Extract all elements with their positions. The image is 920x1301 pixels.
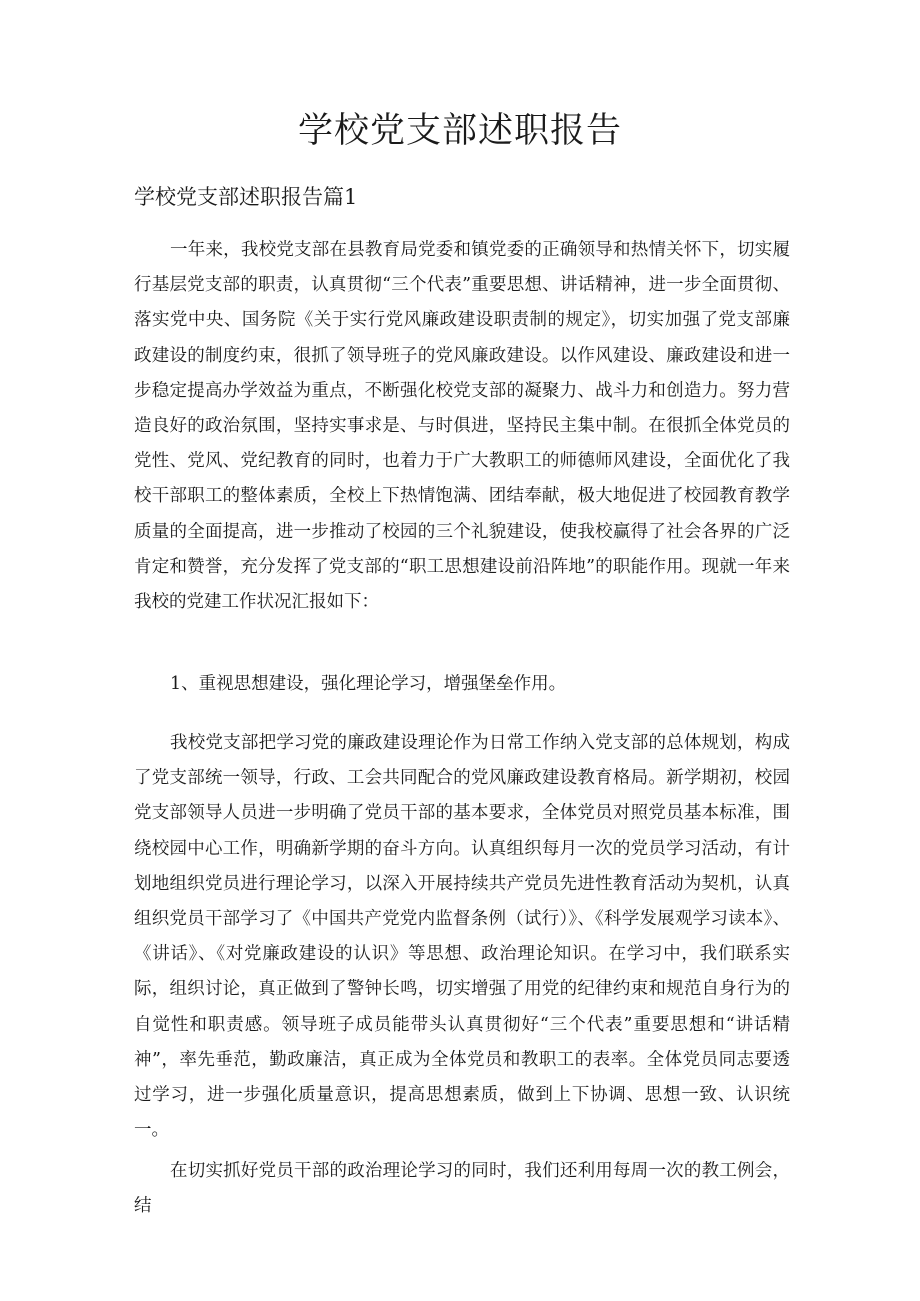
- section-heading: 学校党支部述职报告篇1: [134, 185, 358, 209]
- paragraph-study: 我校党支部把学习党的廉政建设理论作为日常工作纳入党支部的总体规划，构成了党支部统一领导，行政、工会共同配合的党风廉政建设教育格局。新学期初，校园党支部领导人员进一步明确了党员干部的基本要求，全体党员对照党员基本标准，围绕校园中心工作，明确新学期的奋斗方向。认真组织每月一次的党员学习活动，有计划地组织党员进行理论学习，以深入开展持续共产党员先进性教育活动为契机，认真组织党员干部学习了《中国共产党党内监督条例（试行）》、《科学发展观学习读本》、《讲话》、《对党廉政建设的认识》等思想、政治理论知识。在学习中，我们联系实际，组织讨论，真正做到了警钟长鸣，切实增强了用党的纪律约束和规范自身行为的自觉性和职责感。领导班子成员能带头认真贯彻好“三个代表”重要思想和“讲话精神”，率先垂范，勤政廉洁，真正成为全体党员和教职工的表率。全体党员同志要透过学习，进一步强化质量意识，提高思想素质，做到上下协调、思想一致、认识统一。: [134, 733, 790, 1141]
- document-title: 学校党支部述职报告: [297, 111, 622, 151]
- paragraph-continued: 在切实抓好党员干部的政治理论学习的同时，我们还利用每周一次的教工例会，结: [134, 1161, 790, 1217]
- paragraph-point-1: 1、重视思想建设，强化理论学习，增强堡垒作用。: [170, 674, 567, 694]
- paragraph-intro: 一年来，我校党支部在县教育局党委和镇党委的正确领导和热情关怀下，切实履行基层党支部的职责，认真贯彻“三个代表”重要思想、讲话精神，进一步全面贯彻、落实党中央、国务院《关于实行党风廉政建设职责制的规定》，切实加强了党支部廉政建设的制度约束，很抓了领导班子的党风廉政建设。以作风建设、廉政建设和进一步稳定提高办学效益为重点，不断强化校党支部的凝聚力、战斗力和创造力。努力营造良好的政治氛围，坚持实事求是、与时俱进，坚持民主集中制。在很抓全体党员的党性、党风、党纪教育的同时，也着力于广大教职工的师德师风建设，全面优化了我校干部职工的整体素质，全校上下热情饱满、团结奉献，极大地促进了校园教育教学质量的全面提高，进一步推动了校园的三个礼貌建设，使我校赢得了社会各界的广泛肯定和赞誉，充分发挥了党支部的“职工思想建设前沿阵地”的职能作用。现就一年来我校的党建工作状况汇报如下：: [134, 240, 790, 613]
